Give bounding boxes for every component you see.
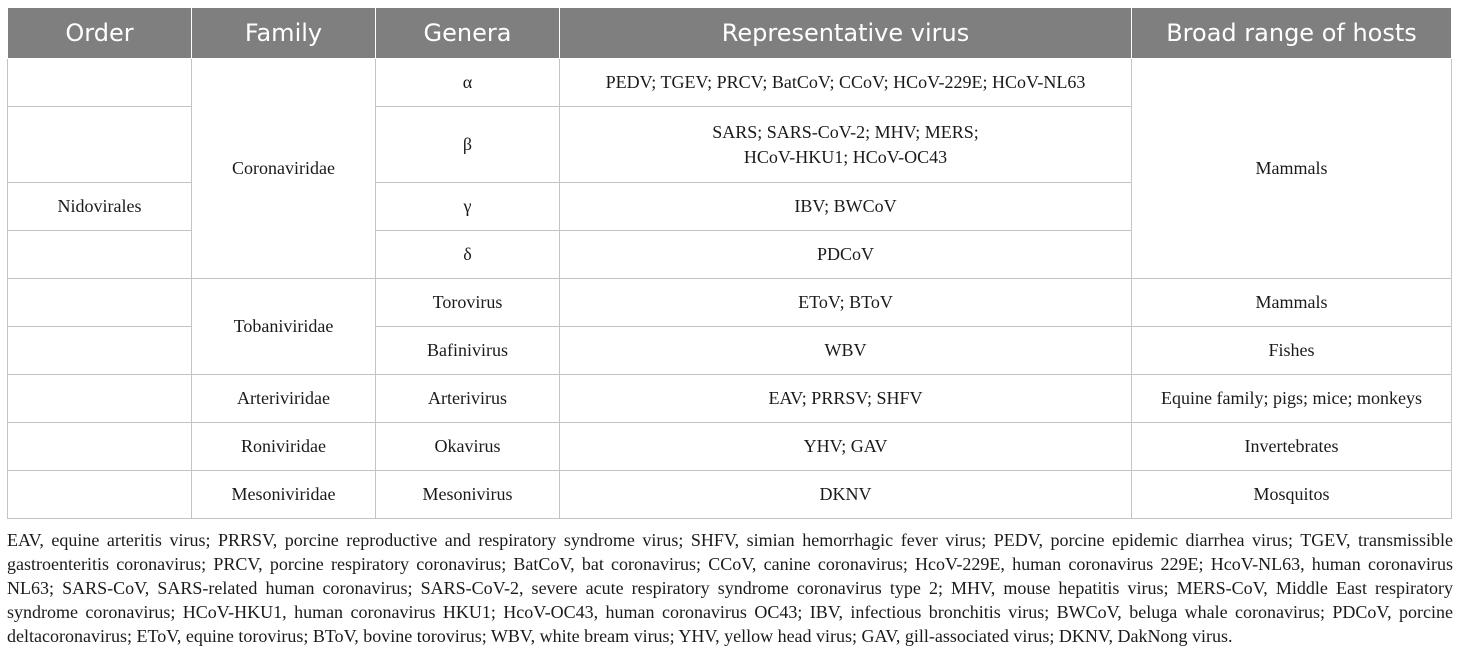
genus-cell: Bafinivirus bbox=[376, 327, 560, 375]
table-row bbox=[8, 423, 1452, 471]
genus-cell: Arterivirus bbox=[376, 375, 560, 423]
family-cell: Coronaviridae bbox=[192, 59, 376, 279]
virus-cell: EToV; BToV bbox=[560, 279, 1132, 327]
order-cell: Nidovirales bbox=[8, 183, 192, 231]
virus-cell: DKNV bbox=[560, 471, 1132, 519]
genus-cell: δ bbox=[376, 231, 560, 279]
order-cell-empty bbox=[8, 327, 192, 375]
order-cell-empty bbox=[8, 231, 192, 279]
nidovirales-table bbox=[7, 8, 1452, 519]
virus-line: HCoV-HKU1; HCoV-OC43 bbox=[743, 146, 948, 167]
family-cell: Mesoniviridae bbox=[192, 471, 376, 519]
table-row bbox=[8, 59, 1452, 107]
virus-cell: IBV; BWCoV bbox=[560, 183, 1132, 231]
genus-cell: β bbox=[376, 107, 560, 183]
table-row bbox=[8, 375, 1452, 423]
header-hosts: Broad range of hosts bbox=[1132, 8, 1452, 59]
header-representative-virus: Representative virus bbox=[560, 8, 1132, 59]
order-cell-empty bbox=[8, 375, 192, 423]
virus-cell: PEDV; TGEV; PRCV; BatCoV; CCoV; HCoV-229E; HCoV-NL63 bbox=[560, 59, 1132, 107]
virus-cell: EAV; PRRSV; SHFV bbox=[560, 375, 1132, 423]
family-cell: Roniviridae bbox=[192, 423, 376, 471]
genus-cell: γ bbox=[376, 183, 560, 231]
header-family: Family bbox=[192, 8, 376, 59]
table-row bbox=[8, 471, 1452, 519]
order-cell-empty bbox=[8, 423, 192, 471]
order-cell-empty bbox=[8, 59, 192, 107]
genus-cell: Mesonivirus bbox=[376, 471, 560, 519]
order-cell-empty bbox=[8, 471, 192, 519]
order-cell-empty bbox=[8, 279, 192, 327]
genus-cell: Torovirus bbox=[376, 279, 560, 327]
host-cell: Equine family; pigs; mice; monkeys bbox=[1132, 375, 1452, 423]
virus-cell bbox=[560, 107, 1132, 183]
virus-cell: WBV bbox=[560, 327, 1132, 375]
host-cell: Invertebrates bbox=[1132, 423, 1452, 471]
genus-cell: α bbox=[376, 59, 560, 107]
table-container bbox=[7, 8, 1451, 519]
host-cell: Fishes bbox=[1132, 327, 1452, 375]
family-cell: Arteriviridae bbox=[192, 375, 376, 423]
header-order: Order bbox=[8, 8, 192, 59]
genus-cell: Okavirus bbox=[376, 423, 560, 471]
host-cell: Mosquitos bbox=[1132, 471, 1452, 519]
header-genera: Genera bbox=[376, 8, 560, 59]
header-row bbox=[8, 8, 1452, 59]
family-cell: Tobaniviridae bbox=[192, 279, 376, 375]
virus-cell: YHV; GAV bbox=[560, 423, 1132, 471]
table-row bbox=[8, 279, 1452, 327]
virus-line: SARS; SARS-CoV-2; MHV; MERS; bbox=[712, 121, 979, 142]
virus-cell: PDCoV bbox=[560, 231, 1132, 279]
order-cell-empty bbox=[8, 107, 192, 183]
host-cell: Mammals bbox=[1132, 279, 1452, 327]
table-footnote: EAV, equine arteritis virus; PRRSV, porcine reproductive and respiratory syndrome virus; SHFV, simian hemorrhagic fever virus; PEDV, porcine epidemic diarrhea virus; TGEV, transmissible gastroenteritis coronavirus; PRCV, porcine respiratory coronavirus; BatCoV, bat coronavirus; CCoV, canine coronavirus; HcoV-229E, human coronavirus 229E; HcoV-NL63, human coronavirus NL63; SARS-CoV, SARS-related human coronavirus; SARS-CoV-2, severe acute respiratory syndrome coronavirus type 2; MHV, mouse hepatitis virus; MERS-CoV, Middle East respiratory syndrome coronavirus; HCoV-HKU1, human coronavirus HKU1; HcoV-OC43, human coronavirus OC43; IBV, infectious bronchitis virus; BWCoV, beluga whale coronavirus; PDCoV, porcine deltacoronavirus; EToV, equine torovirus; BToV, bovine torovirus; WBV, white bream virus; YHV, yellow head virus; GAV, gill-associated virus; DKNV, DakNong virus. bbox=[7, 530, 1453, 646]
host-cell: Mammals bbox=[1132, 59, 1452, 279]
